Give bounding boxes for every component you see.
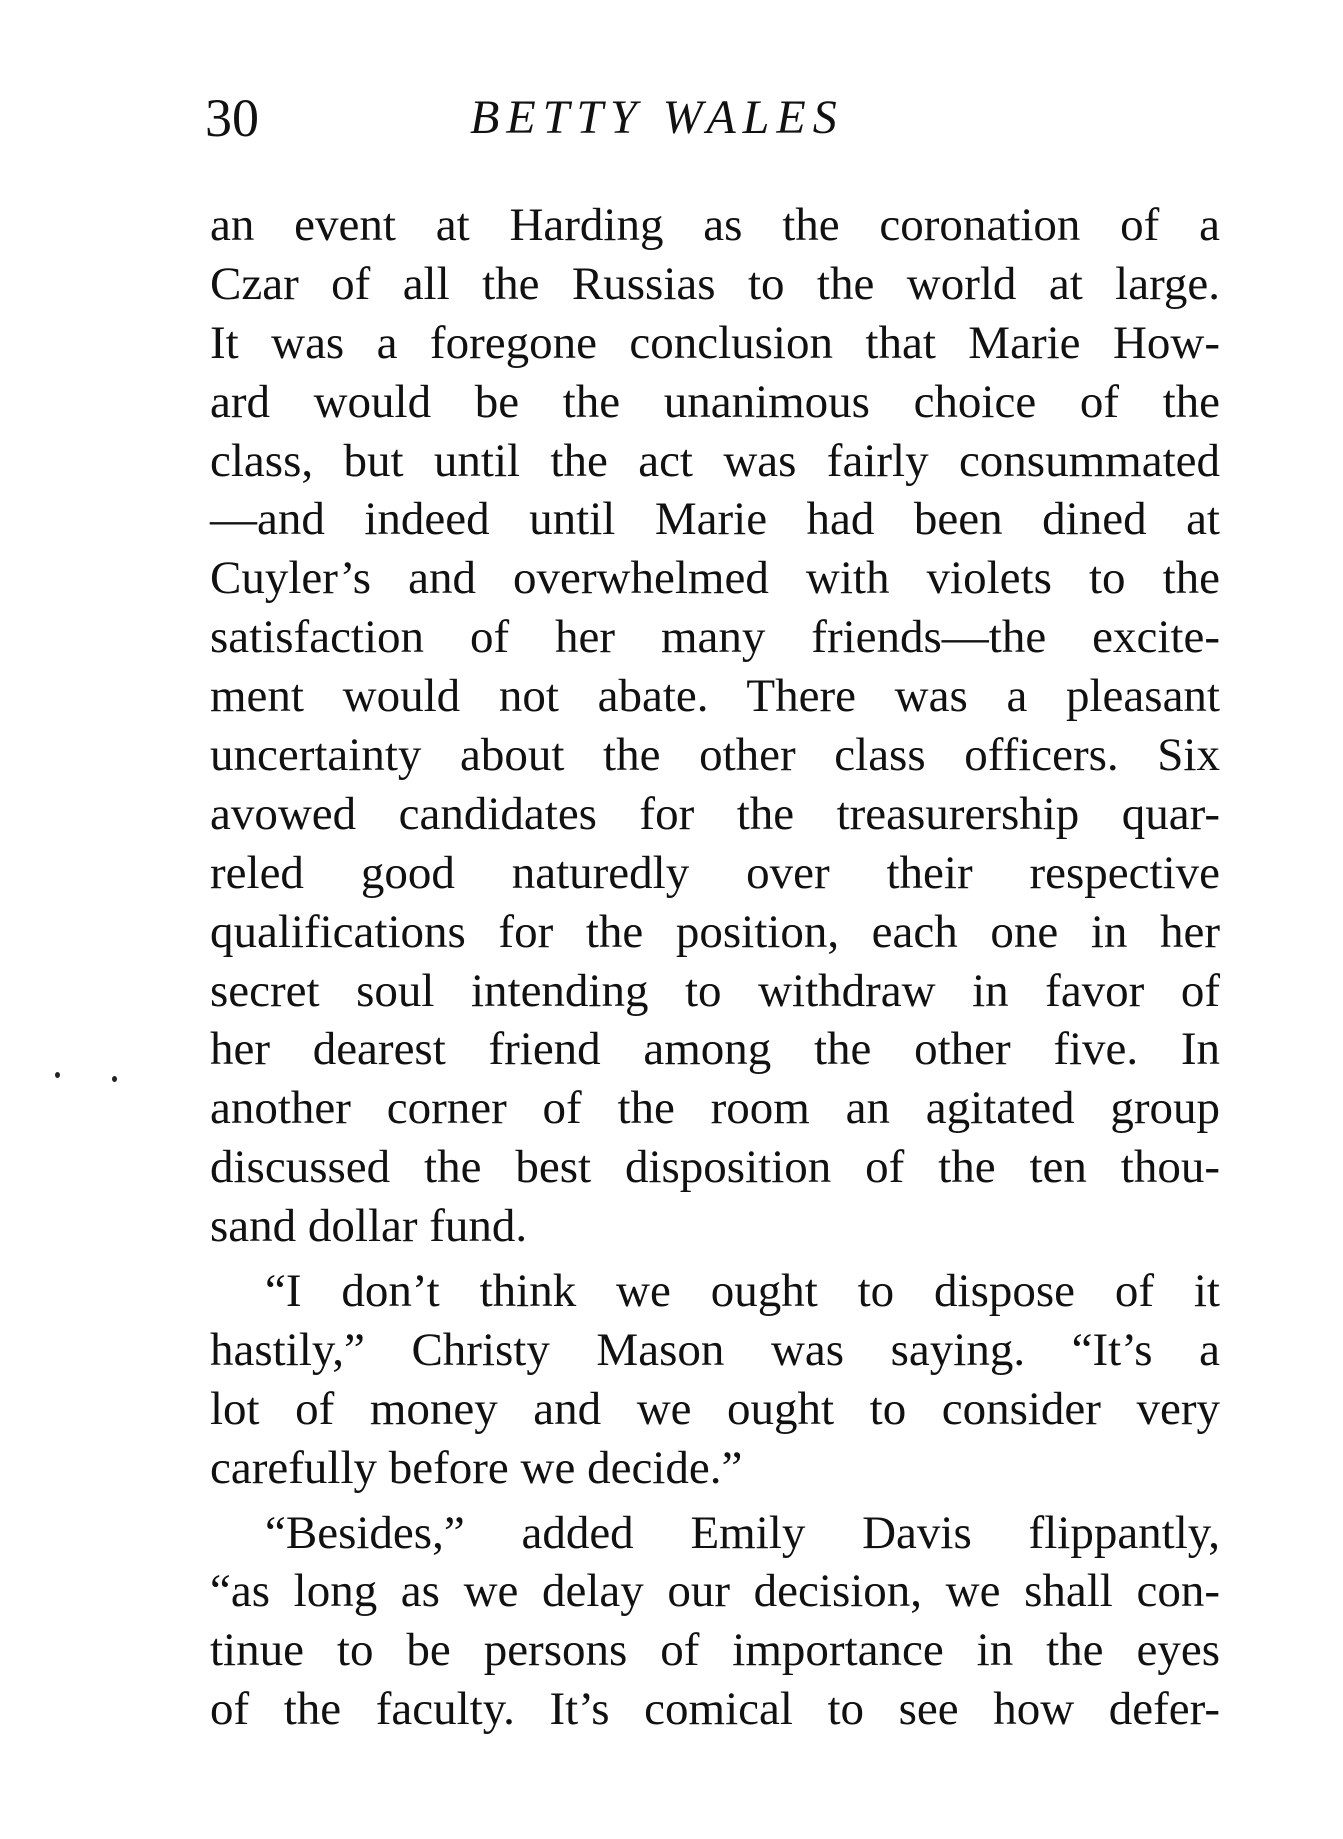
paragraph-start-line: “Besides,” added Emily Davis flippantly, <box>265 1506 1220 1559</box>
text-line: ment would not abate. There was a pleasant <box>210 670 1220 723</box>
text-line: reled good naturedly over their respective <box>210 846 1220 899</box>
body-text <box>210 196 1220 1739</box>
text-line: “as long as we delay our decision, we shall con- <box>210 1565 1220 1618</box>
text-line: hastily,” Christy Mason was saying. “It’s a <box>210 1323 1220 1376</box>
text-line: Czar of all the Russias to the world at large. <box>210 257 1220 310</box>
text-line: an event at Harding as the coronation of a <box>210 199 1220 251</box>
running-head <box>205 78 1225 158</box>
text-line: uncertainty about the other class officers. Six <box>210 729 1220 782</box>
scan-speck <box>112 1076 117 1082</box>
text-line: ard would be the unanimous choice of the <box>210 375 1220 428</box>
text-line: tinue to be persons of importance in the eyes <box>210 1624 1220 1677</box>
text-line: class, but until the act was fairly consummated <box>210 434 1220 487</box>
text-line: of the faculty. It’s comical to see how defer- <box>210 1683 1220 1736</box>
paragraph-end-line: carefully before we decide.” <box>210 1441 743 1494</box>
text-line: It was a foregone conclusion that Marie How- <box>210 316 1220 369</box>
text-line: Cuyler’s and overwhelmed with violets to the <box>210 552 1220 605</box>
text-line: her dearest friend among the other five. In <box>210 1023 1220 1076</box>
text-line: satisfaction of her many friends—the excite- <box>210 611 1220 664</box>
paragraph-end-line: sand dollar fund. <box>210 1200 528 1253</box>
paragraph-start-line: “I don’t think we ought to dispose of it <box>265 1265 1220 1318</box>
text-line: avowed candidates for the treasurership quar- <box>210 787 1220 840</box>
text-line: lot of money and we ought to consider very <box>210 1382 1220 1435</box>
book-title: BETTY WALES <box>470 91 844 144</box>
text-line: qualifications for the position, each one in her <box>210 905 1220 958</box>
scan-speck <box>55 1072 60 1078</box>
text-line: —and indeed until Marie had been dined at <box>210 493 1220 546</box>
page-number: 30 <box>205 88 259 148</box>
text-line: discussed the best disposition of the ten thou- <box>210 1141 1220 1194</box>
text-line: another corner of the room an agitated group <box>210 1082 1220 1135</box>
text-line: secret soul intending to withdraw in favor of <box>210 964 1220 1017</box>
